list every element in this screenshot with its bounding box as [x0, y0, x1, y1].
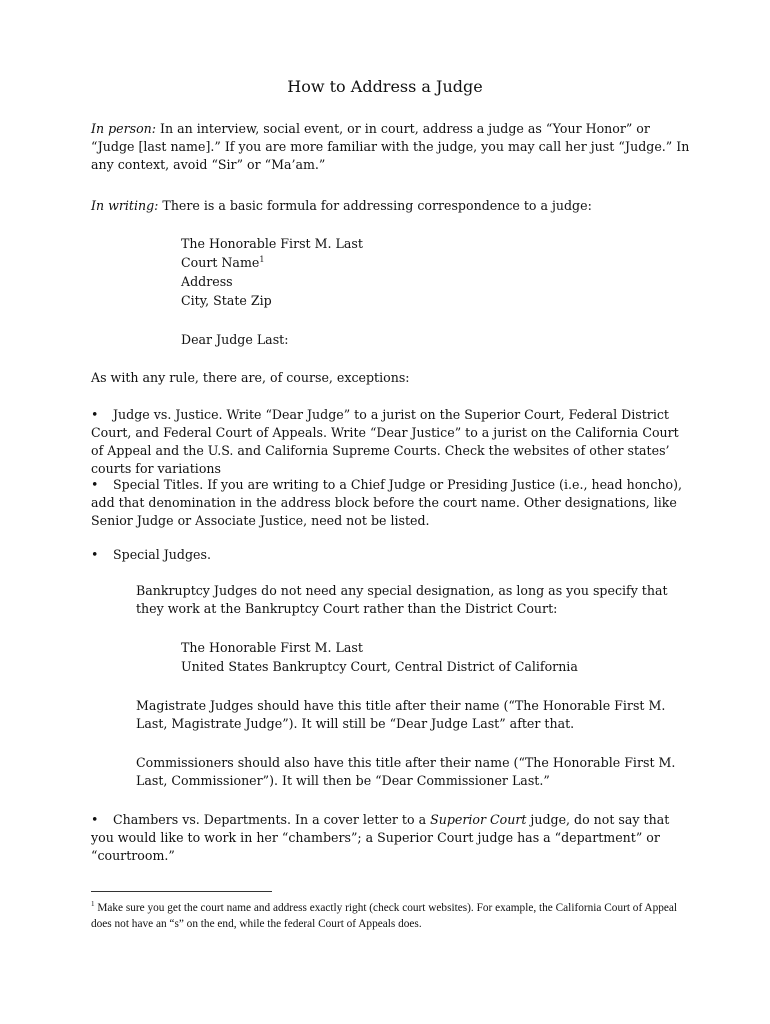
bullet-judge-vs-justice: • Judge vs. Justice. Write “Dear Judge” to a jurist on the Superior Court, Federal District Court, and Federal Court of Appeals. Write “Dear Justice” to a jurist on the California Court of Appeal and the U.S. and California Supreme Courts. Check the websites of other states’ courts for variations	[91, 406, 691, 478]
chambers-text-before: Chambers vs. Departments. In a cover letter to a	[113, 812, 431, 827]
chambers-text-after: judge, do not say that you would like to work in her “chambers”; a Superior Court judge has a “department” or “courtroom.”	[91, 812, 670, 863]
footnote-text: Make sure you get the court name and address exactly right (check court websites). For example, the California Court of Appeal does not have an “s” on the end, while the federal Court of Appeals does.	[91, 902, 678, 930]
bullet-special-judges: • Special Judges.	[91, 546, 691, 564]
in-person-paragraph	[91, 120, 691, 174]
address-line-court	[181, 254, 363, 273]
in-writing-label: In writing:	[91, 198, 159, 213]
address-line-name: The Honorable First M. Last	[181, 236, 363, 251]
bankruptcy-address-block	[181, 639, 578, 677]
magistrate-paragraph: Magistrate Judges should have this title after their name (“The Honorable First M. Last, Magistrate Judge”). It will still be “Dear Judge Last” after that.	[136, 698, 666, 731]
address-block	[181, 235, 363, 311]
bankruptcy-address-court: United States Bankruptcy Court, Central District of California	[181, 659, 578, 674]
footnote-divider	[91, 891, 272, 892]
in-writing-paragraph	[91, 197, 691, 215]
exceptions-intro: As with any rule, there are, of course, exceptions:	[91, 370, 410, 385]
in-writing-text: There is a basic formula for addressing correspondence to a judge:	[158, 198, 592, 213]
salutation: Dear Judge Last:	[181, 332, 289, 347]
in-person-text: In an interview, social event, or in court, address a judge as “Your Honor” or “Judge [last name].” If you are more familiar with the judge, you may call her just “Judge.” In any context, avoid “Sir” or “Ma’am.”	[91, 121, 690, 172]
bullet-chambers-vs-departments	[91, 811, 691, 865]
footnote-mark: 1	[91, 900, 95, 909]
chambers-text-italic: Superior Court	[430, 812, 527, 827]
court-name-text: Court Name	[181, 255, 260, 270]
bankruptcy-address-name: The Honorable First M. Last	[181, 640, 363, 655]
footnote-reference: 1	[259, 254, 265, 264]
address-line-city: City, State Zip	[181, 293, 272, 308]
commissioner-paragraph: Commissioners should also have this title after their name (“The Honorable First M. Last, Commissioner”). It will then be “Dear Commissioner Last.”	[136, 755, 676, 788]
address-line-street: Address	[181, 274, 233, 289]
page-title: How to Address a Judge	[287, 77, 483, 96]
bullet-special-titles: • Special Titles. If you are writing to a Chief Judge or Presiding Justice (i.e., head honcho), add that denomination in the address block before the court name. Other designations, like Senior Judge or Associate Justice, need not be listed.	[91, 476, 691, 530]
in-person-label: In person:	[91, 121, 157, 136]
footnote	[91, 900, 691, 932]
bankruptcy-paragraph: Bankruptcy Judges do not need any special designation, as long as you specify that they work at the Bankruptcy Court rather than the District Court:	[136, 583, 668, 616]
